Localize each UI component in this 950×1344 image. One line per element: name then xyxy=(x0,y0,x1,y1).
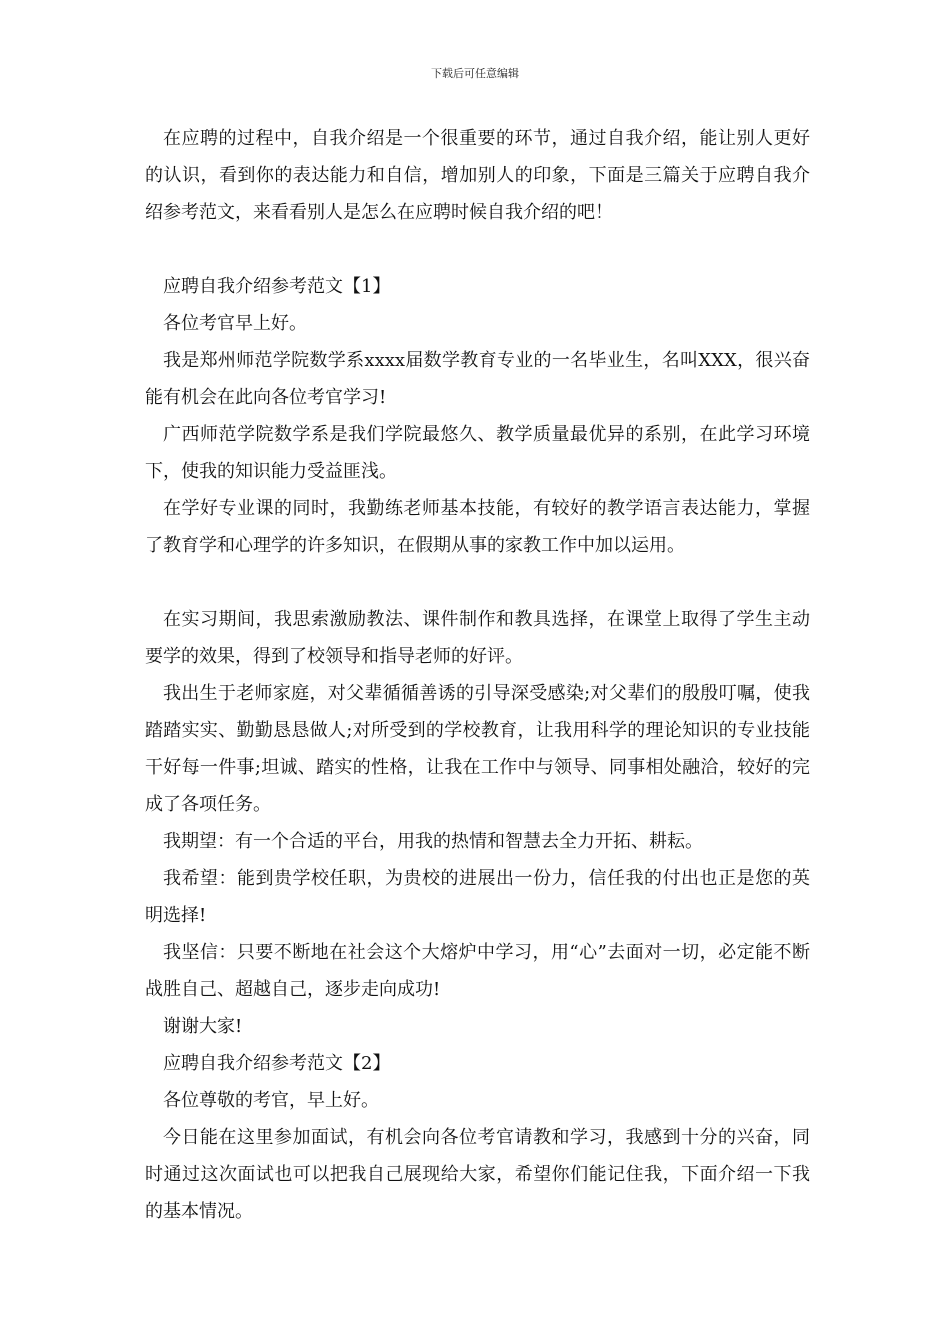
body-paragraph: 今日能在这里参加面试，有机会向各位考官请教和学习，我感到十分的兴奋，同时通过这次面试也可以把我自己展现给大家，希望你们能记住我，下面介绍一下我的基本情况。 xyxy=(145,1127,810,1222)
greeting-paragraph: 各位尊敬的考官，早上好。 xyxy=(163,1090,379,1111)
intro-paragraph: 在应聘的过程中，自我介绍是一个很重要的环节，通过自我介绍，能让别人更好的认识，看到你的表达能力和自信，增加别人的印象，下面是三篇关于应聘自我介绍参考范文，来看看别人是怎么在应聘时候自我介绍的吧！ xyxy=(145,128,810,223)
blank-line xyxy=(145,564,810,601)
body-paragraph: 在实习期间，我思索激励教法、课件制作和教具选择，在课堂上取得了学生主动要学的效果，得到了校领导和指导老师的好评。 xyxy=(145,609,810,667)
section-heading-1: 应聘自我介绍参考范文【1】 xyxy=(163,276,391,297)
body-paragraph: 我出生于老师家庭，对父辈循循善诱的引导深受感染;对父辈们的殷殷叮嘱，使我踏踏实实、勤勤恳恳做人;对所受到的学校教育，让我用科学的理论知识的专业技能干好每一件事;坦诚、踏实的性格，让我在工作中与领导、同事相处融洽，较好的完成了各项任务。 xyxy=(145,683,810,815)
body-paragraph: 广西师范学院数学系是我们学院最悠久、教学质量最优异的系别，在此学习环境下，使我的知识能力受益匪浅。 xyxy=(145,424,810,482)
body-paragraph: 在学好专业课的同时，我勤练老师基本技能，有较好的教学语言表达能力，掌握了教育学和心理学的许多知识，在假期从事的家教工作中加以运用。 xyxy=(145,498,810,556)
greeting-paragraph: 各位考官早上好。 xyxy=(163,313,307,334)
closing-paragraph: 谢谢大家! xyxy=(163,1016,243,1037)
body-paragraph: 我希望：能到贵学校任职，为贵校的进展出一份力，信任我的付出也正是您的英明选择! xyxy=(145,868,810,926)
section-heading-2: 应聘自我介绍参考范文【2】 xyxy=(163,1053,391,1074)
document-body xyxy=(145,120,810,1230)
body-paragraph: 我坚信：只要不断地在社会这个大熔炉中学习，用“心”去面对一切，必定能不断战胜自己、超越自己，逐步走向成功! xyxy=(145,942,810,1000)
blank-line xyxy=(145,231,810,268)
body-paragraph: 我是郑州师范学院数学系xxxx届数学教育专业的一名毕业生，名叫XXX，很兴奋能有机会在此向各位考官学习! xyxy=(145,350,810,408)
page-header: 下载后可任意编辑 xyxy=(431,67,519,80)
body-paragraph: 我期望：有一个合适的平台，用我的热情和智慧去全力开拓、耕耘。 xyxy=(163,831,703,852)
